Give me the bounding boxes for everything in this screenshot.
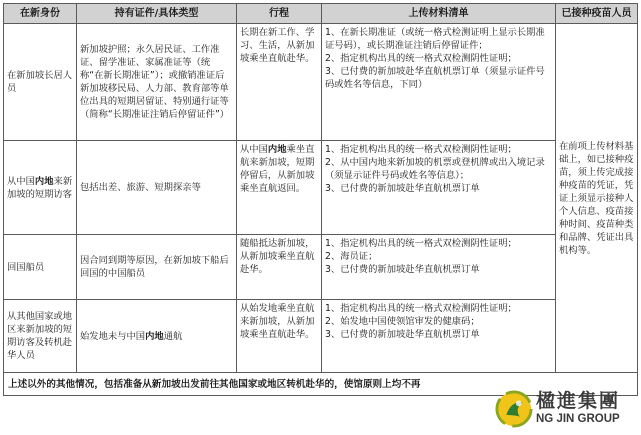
identity-bold-text: 内地 bbox=[34, 175, 54, 187]
logo-chinese-name: 楹進集團 bbox=[536, 390, 621, 413]
logo-text bbox=[536, 392, 620, 426]
cell-documents bbox=[322, 235, 556, 300]
document-item: 1、在新长期准证（或统一格式检测证明上显示长期准证号码），或长期准证注销后停留证件； bbox=[325, 27, 545, 51]
watermark-logo bbox=[495, 386, 637, 432]
document-item: 1、指定机构出具的统一格式双检测阴性证明； bbox=[325, 303, 517, 314]
cell-certificate: 新加坡护照；永久居民证、工作准证、留学准证、家属准证等（统称“在新长期准证”）；或撤销准证后新加坡移民局、人力部、教育部等单位出具的短期居留证、特别通行证等（简称“长期准证注销后停留证件”） bbox=[77, 24, 237, 141]
footer-note: 上述以外的其他情况，包括准备从新加坡出发前往其他国家或地区转机赴华的，使馆原则上均不再 bbox=[4, 373, 638, 396]
document-item: 2、从中国内地来新加坡的机票或登机牌或出入境记录（须显示证件号码或姓名等信息）； bbox=[325, 157, 545, 181]
header-identity: 在新身份 bbox=[4, 4, 77, 24]
table-row bbox=[4, 235, 638, 300]
document-item: 3、已付费的新加坡赴华直航机票订单 bbox=[325, 183, 480, 194]
header-vaccinated: 已接种疫苗人员 bbox=[556, 4, 638, 24]
cell-documents bbox=[322, 300, 556, 373]
document-item: 2、始发地中国使领馆审发的健康码； bbox=[325, 316, 480, 327]
certificate-text: 始发地未与中国 bbox=[80, 330, 146, 342]
cell-trip bbox=[237, 141, 322, 235]
cell-documents bbox=[322, 24, 556, 141]
document-item: 2、指定机构出具的统一格式双检测阴性证明； bbox=[325, 53, 517, 64]
cell-certificate: 包括出差、旅游、短期探亲等 bbox=[77, 141, 237, 235]
identity-text: 从中国 bbox=[7, 175, 35, 187]
header-certificate: 持有证件/具体类型 bbox=[77, 4, 237, 24]
trip-bold-text: 内地 bbox=[267, 144, 287, 155]
certificate-bold-text: 内地 bbox=[145, 330, 164, 342]
document-item: 1、指定机构出具的统一格式双检测阴性证明； bbox=[325, 238, 517, 249]
cell-vaccinated-note: 在前项上传材料基础上，如已接种疫苗，须上传完成接种疫苗的凭证，凭证上须显示接种人个人信息、疫苗接种时间、疫苗种类和品牌、凭证出具机构等。 bbox=[556, 24, 638, 373]
document-item: 3、已付费的新加坡赴华直航机票订单（须显示证件号码或姓名等信息，下同） bbox=[325, 66, 545, 90]
header-documents: 上传材料清单 bbox=[322, 4, 556, 24]
table-row bbox=[4, 24, 638, 141]
table-header-row bbox=[4, 4, 638, 24]
document-item: 3、已付费的新加坡赴华直航机票订单 bbox=[325, 264, 480, 275]
cell-certificate bbox=[77, 300, 237, 373]
cell-identity: 从其他国家或地区来新加坡的短期访客及转机赴华人员 bbox=[4, 300, 77, 373]
document-item: 3、已付费的新加坡赴华直航机票订单 bbox=[325, 329, 480, 340]
cell-trip: 随船抵达新加坡，从新加坡乘坐直航赴华。 bbox=[237, 235, 322, 300]
certificate-text: 通航 bbox=[163, 330, 183, 342]
cell-documents bbox=[322, 141, 556, 235]
document-item: 2、海员证； bbox=[325, 251, 378, 262]
identity-text: 来新加坡的短期访客 bbox=[7, 175, 73, 200]
table-row bbox=[4, 300, 638, 373]
header-trip: 行程 bbox=[237, 4, 322, 24]
requirements-table bbox=[3, 3, 638, 396]
cell-identity: 在新加坡长居人员 bbox=[4, 24, 77, 141]
cell-trip: 长期在新工作、学习、生活，从新加坡乘坐直航赴华。 bbox=[237, 24, 322, 141]
document-item: 1、指定机构出具的统一格式双检测阴性证明； bbox=[325, 144, 517, 155]
company-logo-icon bbox=[495, 390, 533, 428]
logo-english-name: NG JIN GROUP bbox=[536, 413, 620, 426]
cell-certificate: 因合同到期等原因，在新加坡下船后回国的中国船员 bbox=[77, 235, 237, 300]
trip-text: 乘坐直航来新加坡，短期停留后，从新加坡乘坐直航返回。 bbox=[240, 144, 315, 194]
cell-identity bbox=[4, 141, 77, 235]
table-row bbox=[4, 141, 638, 235]
trip-text: 从中国 bbox=[240, 144, 268, 155]
cell-identity: 回国船员 bbox=[4, 235, 77, 300]
cell-trip: 从始发地乘坐直航来新加坡，从新加坡乘坐直航赴华。 bbox=[237, 300, 322, 373]
